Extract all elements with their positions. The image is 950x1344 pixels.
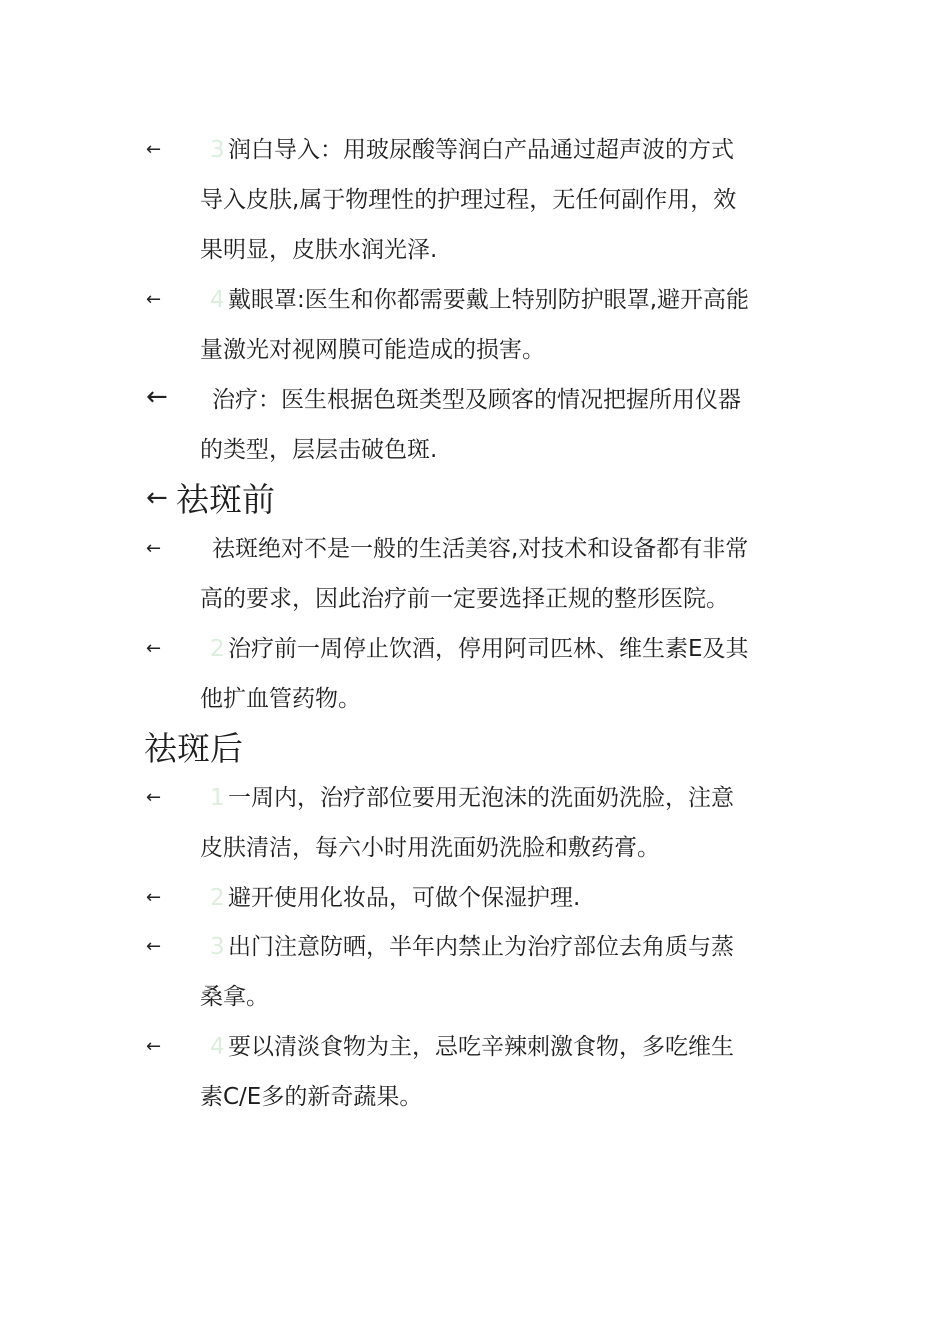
paragraph-mark-icon: ← bbox=[146, 289, 162, 310]
section-heading-before: 祛斑前 bbox=[176, 480, 275, 519]
text-line: 治疗：医生根据色斑类型及顾客的情况把握所用仪器 bbox=[212, 387, 741, 413]
list-item-text bbox=[200, 375, 812, 475]
list-item-text bbox=[200, 275, 812, 375]
text-line: 皮肤清洁，每六小时用洗面奶洗脸和敷药膏。 bbox=[200, 835, 660, 861]
text-line: 素C/E多的新奇蔬果。 bbox=[200, 1084, 423, 1110]
text-line: 出门注意防晒，半年内禁止为治疗部位去角质与蒸 bbox=[228, 934, 734, 960]
text-line: 祛斑绝对不是一般的生活美容,对技术和设备都有非常 bbox=[212, 536, 749, 562]
list-number: 4 bbox=[210, 287, 225, 313]
text-line: 戴眼罩:医生和你都需要戴上特别防护眼罩,避开高能 bbox=[228, 287, 750, 313]
list-item-text bbox=[200, 873, 812, 923]
text-line: 果明显，皮肤水润光泽. bbox=[200, 237, 438, 263]
list-number: 2 bbox=[210, 885, 225, 911]
list-item-text bbox=[200, 922, 812, 1022]
text-line: 一周内，治疗部位要用无泡沫的洗面奶洗脸，注意 bbox=[228, 785, 734, 811]
paragraph-mark-icon: ← bbox=[146, 483, 168, 513]
list-item-text bbox=[200, 125, 812, 275]
list-item-text bbox=[200, 1022, 812, 1122]
list-number: 1 bbox=[210, 785, 225, 811]
text-line: 的类型，层层击破色斑. bbox=[200, 437, 438, 463]
paragraph-mark-icon: ← bbox=[146, 638, 162, 659]
list-item-text bbox=[200, 773, 812, 873]
paragraph-mark-icon: ← bbox=[146, 936, 162, 957]
text-line: 避开使用化妆品，可做个保湿护理. bbox=[228, 885, 581, 911]
paragraph-mark-icon: ← bbox=[146, 139, 162, 160]
paragraph-mark-icon: ← bbox=[146, 787, 162, 808]
paragraph-mark-icon: ← bbox=[146, 1036, 162, 1057]
paragraph-mark-icon: ← bbox=[146, 538, 162, 559]
text-line: 量激光对视网膜可能造成的损害。 bbox=[200, 337, 545, 363]
text-line: 治疗前一周停止饮酒，停用阿司匹林、维生素E及其 bbox=[228, 636, 749, 662]
list-number: 4 bbox=[210, 1034, 225, 1060]
list-number: 2 bbox=[210, 636, 225, 662]
section-heading-after: 祛斑后 bbox=[144, 729, 243, 768]
list-number: 3 bbox=[210, 137, 225, 163]
text-line: 他扩血管药物。 bbox=[200, 686, 361, 712]
paragraph-mark-icon: ← bbox=[146, 382, 168, 412]
text-line: 润白导入：用玻尿酸等润白产品通过超声波的方式 bbox=[228, 137, 734, 163]
text-line: 要以清淡食物为主，忌吃辛辣刺激食物，多吃维生 bbox=[228, 1034, 734, 1060]
text-line: 高的要求，因此治疗前一定要选择正规的整形医院。 bbox=[200, 586, 729, 612]
list-item-text bbox=[200, 524, 812, 624]
list-number: 3 bbox=[210, 934, 225, 960]
paragraph-mark-icon: ← bbox=[146, 887, 162, 908]
text-line: 导入皮肤,属于物理性的护理过程，无任何副作用，效 bbox=[200, 187, 737, 213]
text-line: 桑拿。 bbox=[200, 984, 269, 1010]
list-item-text bbox=[200, 624, 812, 724]
